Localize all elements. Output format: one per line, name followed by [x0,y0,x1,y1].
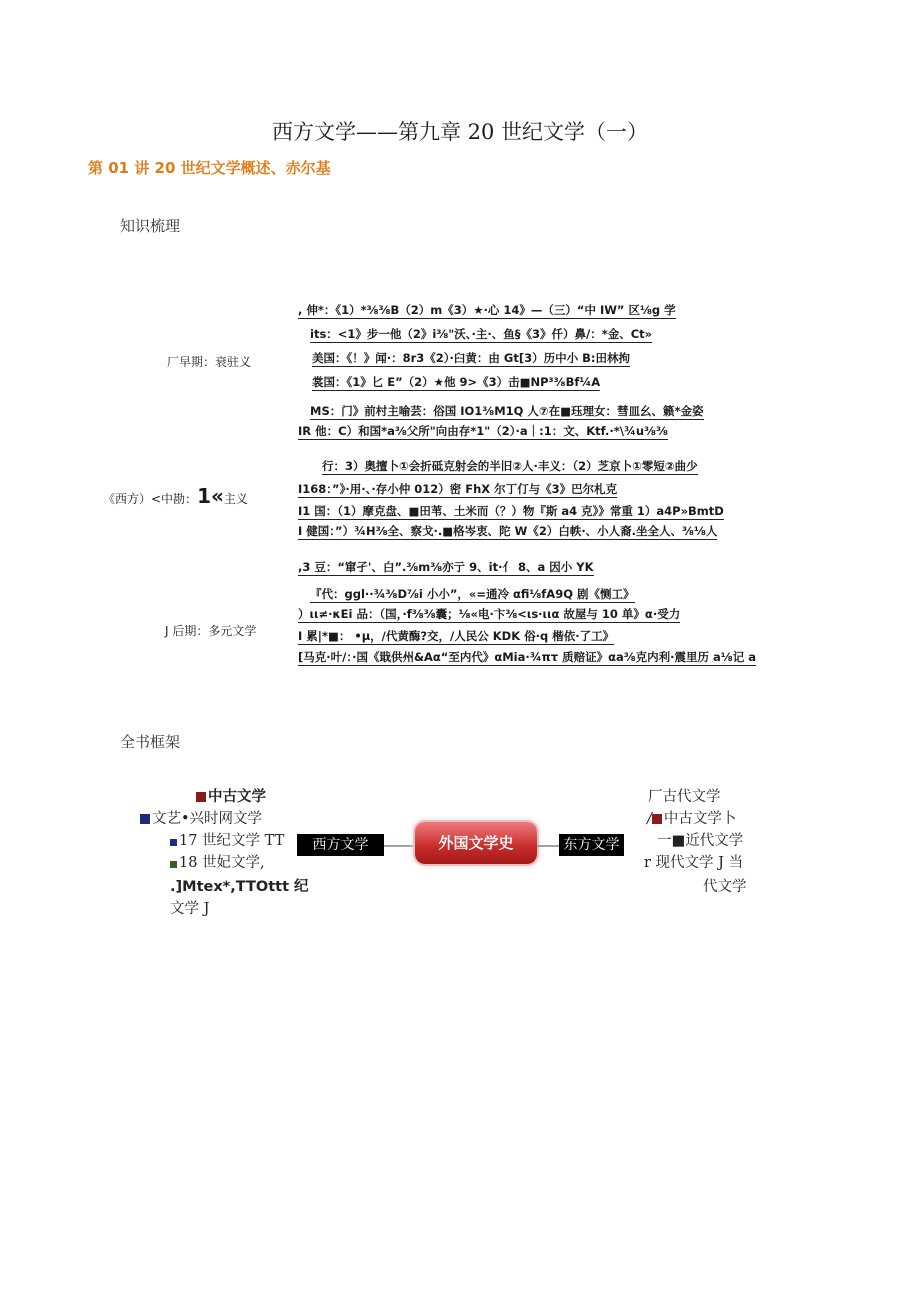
outline-row: I1 国：（1）摩克盘、■田苇、土米而（？）物『斯 a4 克》》常重 1）a4P»BmtD [298,504,724,518]
east-item-medieval: / 中古文学卜 [647,811,737,827]
east-literature-box: 东方文学 [559,834,624,856]
square-bullet-icon [652,814,662,824]
east-item-ancient: 厂古代文学 [648,789,721,805]
west-item-medieval: 中古文学 [196,786,266,808]
square-bullet-icon [170,839,177,846]
outline-row: I 累|*■： •μ，/代黄酶?交，/人民公 KDK 俗·q 楷依·了工》 [298,629,615,643]
lesson-heading: 第 01 讲 20 世纪文学概述、赤尔基 [88,159,331,177]
section-book-framework: 全书框架 [120,733,181,751]
outline-row: IR 他：C）和国*a⅜父所"向由存*1"（2）·a｜:1：文、Ktf.·*\¾u⅜⅜ [298,424,668,438]
square-bullet-icon [196,792,206,802]
outline-middle-label [103,484,248,508]
page-title: 西方文学——第九章 20 世纪文学（一） [271,120,649,144]
outline-row: 美国：《！》闻·：8r3《2）·臼黄：由 Gt[3）历中小 B:田林拘 [312,351,630,365]
outline-row: [马克·叶/：·国《戢供州&Aα“至内代》αMia·¾πτ 质赔证》αa⅜克内利·震里历 a⅛记 a [298,650,756,664]
east-item-modern: 一■近代文学 [657,833,744,849]
foreign-literature-history-node: 外国文学史 [415,822,537,864]
east-item-contemporary: r 现代文学 J 当 [644,855,744,871]
section-knowledge-outline: 知识梳理 [120,217,181,235]
outline-late-label: J 后期：多元文学 [165,624,257,638]
outline-middle-label-prefix: 《西方）<中勘： [103,492,198,506]
outline-row: , 伸*：《1）*⅜⅜B（2）m《3）★·心 14》—（三）“中 IW” 区⅛g 学 [298,303,676,317]
east-connector-line [537,845,559,847]
outline-row: ）ιι≠·κEi 品：（国，·f⅜⅜囊；⅛«电·卞⅜<ιs·ιια 故屋与 10 单》α·受力 [298,607,681,621]
outline-row: ,3 豆：“窜孑'、白”.⅜m⅜亦亍 9、it·亻 8、a 因小 YK [298,560,594,574]
outline-row: MS：门》前村主喻芸：俗国 IO1⅜M1Q 人⑦在■珏理女：彗皿幺、籁*金姿 [310,404,704,418]
west-item-19th: .]Mtex*,TTOttt 纪 [170,879,309,895]
outline-row: I 健国：”）¾H⅜全、察戈·.■格岑衷、陀 W《2）白帙·、小人裔.坐全人、⅜⅛人 [298,524,718,538]
west-item-17th: 17 世纪文学 TT [170,830,284,852]
square-bullet-icon [140,814,150,824]
outline-middle-label-big: 1« [197,484,224,508]
outline-middle-label-suffix: 主义 [223,492,248,506]
west-item-renaissance: 文艺•兴时网文学 [140,808,262,830]
outline-early-label: 厂早期：衰驻义 [167,355,252,369]
outline-row: 裳国：《1》匕 E”（2）★他 9>《3）击■NP³³⁄₈Bf¼A [312,375,601,389]
west-literature-box: 西方文学 [297,834,384,856]
square-bullet-icon [170,861,177,868]
outline-row: 行：3）奥擅卜①会折砥克射会的半旧②人·丰义：（2）芝京卜①零短②曲少 [322,459,698,473]
outline-row: I168：”》·用·、·存小仲 012）密 FhX 尔丁仃与《3》巴尔札克 [298,482,618,496]
west-item-18th: 18 世妃文学, [170,852,265,874]
west-item-literature: 文学 J [170,901,210,917]
outline-row: 『代：ggl··¾⅜D⅞i 小小”，«=通冷 αfi⅛fA9Q 剧《恻工》 [310,587,635,601]
west-connector-line [384,845,417,847]
east-item-literature: 代文学 [703,879,747,895]
outline-row: its：<1》步一他（2》i⅜"沃、·主·、鱼§《3》仟）鼻/：*金、Ct» [310,327,653,341]
